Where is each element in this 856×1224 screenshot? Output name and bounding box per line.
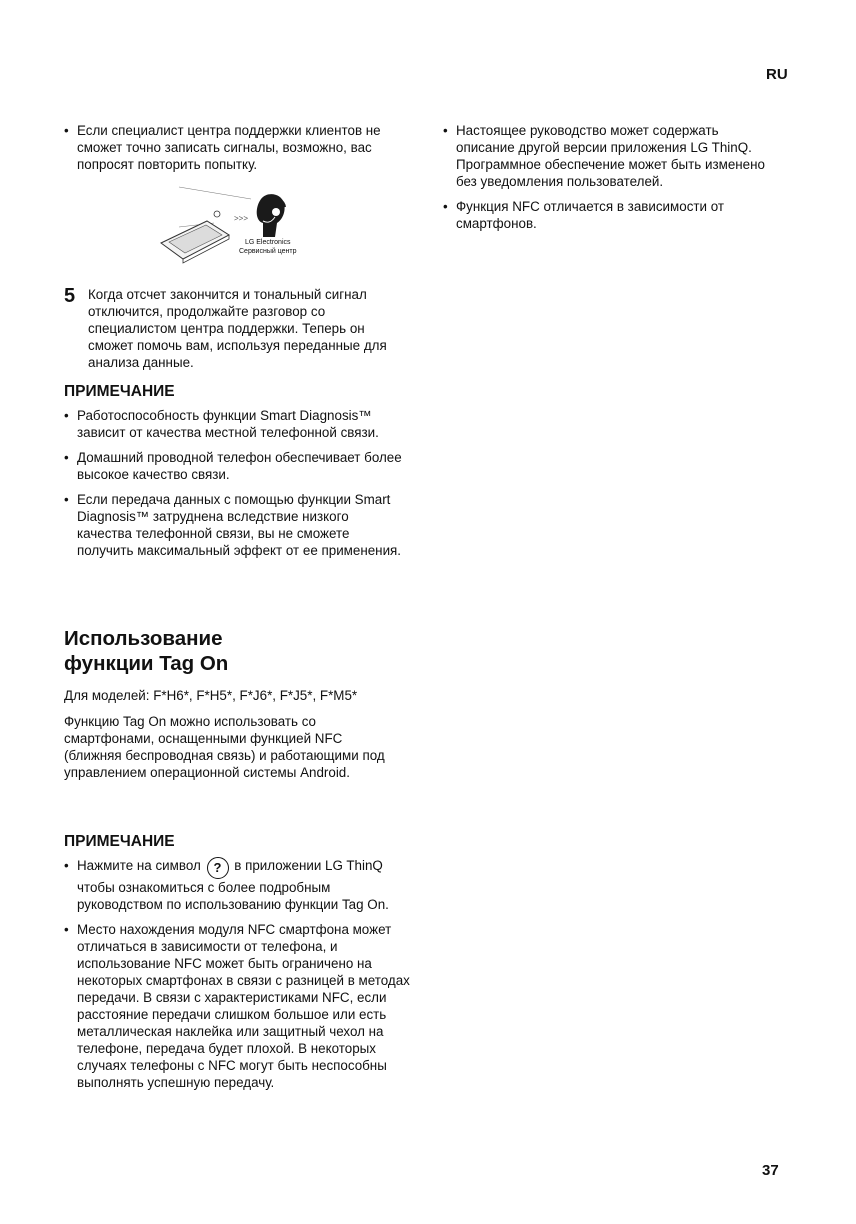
service-center-label [239, 238, 297, 256]
note-bullet: • Домашний проводной телефон обеспечивает более высокое качество связи. [64, 449, 404, 483]
bullet-text-pre: Нажмите на символ [77, 858, 201, 873]
section-title-line1: Использование [64, 627, 223, 650]
bullet-text-post: в приложении LG ThinQ чтобы ознакомиться с более подробным руководством по использованию функции Tag On. [77, 858, 389, 912]
step-text: Когда отсчет закончится и тональный сигнал отключится, продолжайте разговор со специалистом центра поддержки. Теперь он сможет помочь вам, используя переданные для анализа данные. [88, 287, 387, 370]
step-number: 5 [64, 285, 76, 307]
note-heading: ПРИМЕЧАНИЕ [64, 383, 175, 400]
section-title-line2: функции Tag On [64, 652, 229, 675]
models-line: Для моделей: F*H6*, F*H5*, F*J6*, F*J5*, F*M5* [64, 688, 358, 703]
step-5 [64, 286, 404, 371]
right-bullet: • Настоящее руководство может содержать описание другой версии приложения LG ThinQ. Программное обеспечение может быть изменено без уведомления пользователей. [443, 122, 773, 190]
service-label-line2: Сервисный центр [239, 248, 297, 255]
note-heading: ПРИМЕЧАНИЕ [64, 833, 175, 850]
right-bullet: • Функция NFC отличается в зависимости от смартфонов. [443, 198, 773, 232]
signal-arrows: >>> [234, 214, 249, 223]
page-number: 37 [762, 1162, 779, 1179]
help-icon: ? [207, 857, 229, 879]
language-label: RU [766, 66, 788, 83]
note-bullet: • Место нахождения модуля NFC смартфона может отличаться в зависимости от телефона, и использование NFC может быть ограничено на некоторых смартфонах в связи с разницей в методах передачи. В связи с характеристиками NFC, если расстояние передачи слишком большое или есть металлическая наклейка или защитный чехол на телефоне, передача будет плохой. В некоторых случаях телефоны с NFC могут быть неспособны выполнять успешную передачу. [64, 921, 414, 1091]
note-bullet [64, 857, 414, 913]
phone-call-icon [159, 185, 309, 280]
smart-diagnosis-illustration [159, 185, 309, 280]
note-bullet: • Работоспособность функции Smart Diagnosis™ зависит от качества местной телефонной связи. [64, 407, 404, 441]
service-label-line1: LG Electronics [244, 239, 291, 246]
tagon-note [64, 833, 414, 1099]
left-column [64, 122, 404, 567]
tagon-intro: Функцию Tag On можно использовать со смартфонами, оснащенными функцией NFC (ближняя беспроводная связь) и работающими под управлением операционной системы Android. [64, 714, 385, 780]
right-column [443, 122, 773, 240]
intro-bullet: • Если специалист центра поддержки клиентов не сможет точно записать сигналы, возможно, вас попросят повторить попытку. [64, 122, 404, 173]
section-title [64, 626, 404, 676]
note-bullet: • Если передача данных с помощью функции Smart Diagnosis™ затруднена вследствие низкого качества телефонной связи, вы не сможете получить максимальный эффект от ее применения. [64, 491, 404, 559]
